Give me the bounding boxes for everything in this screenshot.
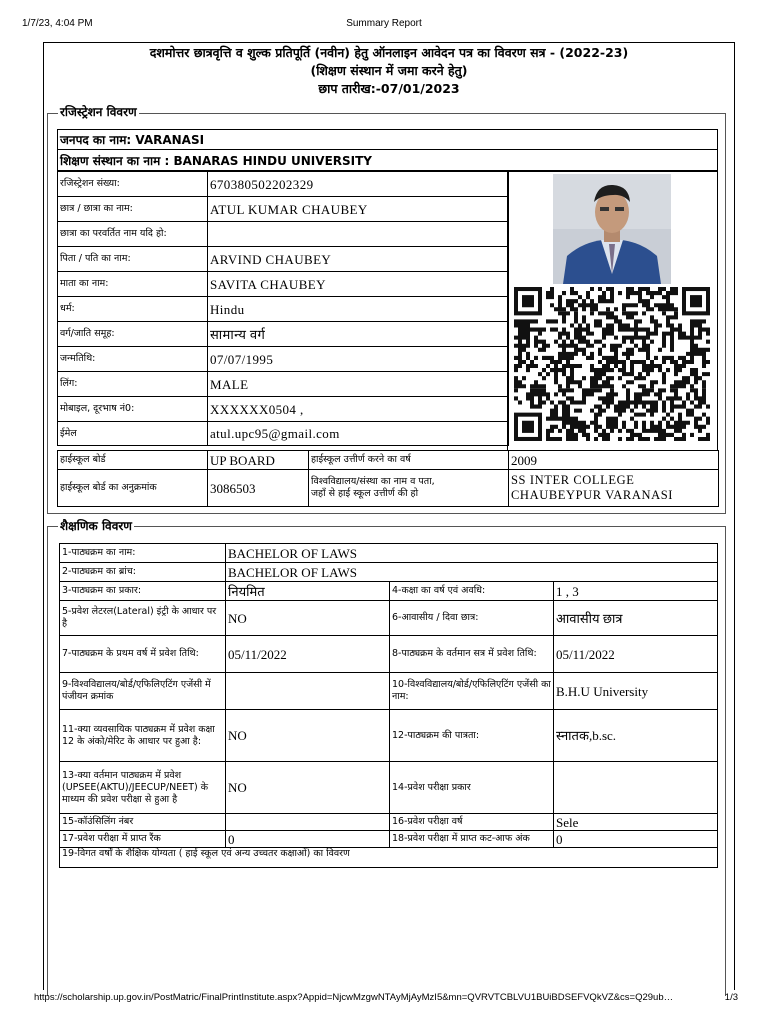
entrance-type-label: 14-प्रवेश परीक्षा प्रकार: [390, 762, 554, 814]
entrance-type-value: [554, 762, 718, 814]
hs-school-label-line-2: जहाँ से हाई स्कूल उत्तीर्ण की हो: [311, 488, 419, 499]
page-url: https://scholarship.up.gov.in/PostMatric/FinalPrintInstitute.aspx?Appid=NjcwMzgwNTAyMjAyMzI5&mn=QVRVTCBLVU1BUiBDSEFVQkVZ&cs=Q29ub…: [34, 992, 674, 1003]
rank-label: 17-प्रवेश परीक्षा में प्राप्त रैंक: [60, 831, 226, 848]
hs-school-value-line-1: SS INTER COLLEGE: [511, 473, 635, 487]
registration-row: [58, 172, 509, 197]
registration-field-value: [208, 222, 509, 247]
merit-label: 11-क्या व्यवसायिक पाठ्यक्रम में प्रवेश कक्षा 12 के अंको/मेरिट के आधार पर हुआ है:: [60, 710, 226, 762]
eligibility-label: 12-पाठ्यक्रम की पात्रता:: [390, 710, 554, 762]
title-line-1: दशमोत्तर छात्रवृत्ति व शुल्क प्रतिपूर्ति (नवीन) हेतु ऑनलाइन आवेदन पत्र का विवरण सत्र - (2022-23): [149, 45, 629, 60]
registration-field-value: XXXXXX0504 ,: [208, 397, 509, 422]
registration-field-label: छात्रा का परवर्तित नाम यदि हो:: [58, 222, 208, 247]
course-name-label: 1-पाठ्यक्रम का नाम:: [60, 544, 226, 563]
registration-field-label: वर्ग/जाति समूह:: [58, 322, 208, 347]
registration-field-label: धर्म:: [58, 297, 208, 322]
hs-board-label: हाईस्कूल बोर्ड: [58, 451, 208, 470]
entrance-year-value: Sele: [554, 814, 718, 831]
class-year-label: 4-कक्षा का वर्ष एवं अवधि:: [390, 582, 554, 601]
qr-modules: [514, 287, 710, 441]
registration-row: [58, 272, 509, 297]
resident-value: आवासीय छात्र: [554, 601, 718, 636]
registration-field-label: छात्र / छात्रा का नाम:: [58, 197, 208, 222]
title-line-2: (शिक्षण संस्थान में जमा करने हेतु): [310, 63, 468, 78]
qr-finder-pattern: [522, 295, 534, 307]
first-year-date-value: 05/11/2022: [226, 636, 390, 673]
registration-row: [58, 397, 509, 422]
branch-label: 2-पाठ्यक्रम का ब्रांच:: [60, 563, 226, 582]
entrance-year-label: 16-प्रवेश परीक्षा वर्ष: [390, 814, 554, 831]
hs-school-value-line-2: CHAUBEYPUR VARANASI: [511, 488, 674, 502]
registration-field-label: लिंग:: [58, 372, 208, 397]
report-title: [44, 44, 734, 98]
cutoff-value: 0: [554, 831, 718, 848]
past-qualification-label: 19-विगत वर्षों के शैक्षिक योग्यता ( हाई स्कूल एवं अन्य उच्चतर कक्षाओं) का विवरण: [60, 848, 718, 868]
qr-finder-pattern: [690, 295, 702, 307]
registration-field-value: ATUL KUMAR CHAUBEY: [208, 197, 509, 222]
hs-year-value: 2009: [509, 451, 719, 470]
course-type-value: नियमित: [226, 582, 390, 601]
hs-roll-label: हाईस्कूल बोर्ड का अनुक्रमांक: [58, 470, 208, 507]
lateral-entry-value: NO: [226, 601, 390, 636]
resident-label: 6-आवासीय / दिवा छात्र:: [390, 601, 554, 636]
registration-row: [58, 372, 509, 397]
registration-field-value: MALE: [208, 372, 509, 397]
registration-row: [58, 247, 509, 272]
course-name-value: BACHELOR OF LAWS: [226, 544, 718, 563]
academic-legend: शैक्षणिक विवरण: [60, 519, 132, 533]
univ-name-label: 10-विश्वविद्यालय/बोर्ड/एफिलिएटिंग एजेंसी का नाम:: [390, 673, 554, 710]
registration-field-label: मोबाइल, दूरभाष नं0:: [58, 397, 208, 422]
registration-field-value: सामान्य वर्ग: [208, 322, 509, 347]
registration-field-value: Hindu: [208, 297, 509, 322]
print-datetime: 1/7/23, 4:04 PM: [22, 18, 93, 29]
registration-field-label: रजिस्ट्रेशन संख्या:: [58, 172, 208, 197]
registration-field-label: माता का नाम:: [58, 272, 208, 297]
registration-row: [58, 197, 509, 222]
branch-value: BACHELOR OF LAWS: [226, 563, 718, 582]
qr-finder-pattern: [522, 421, 534, 433]
rank-value: 0: [226, 831, 390, 848]
registration-row: [58, 347, 509, 372]
registration-row: [58, 297, 509, 322]
registration-header-table: [57, 129, 718, 171]
print-date: छाप तारीख:-07/01/2023: [318, 81, 460, 96]
first-year-date-label: 7-पाठ्यक्रम के प्रथम वर्ष में प्रवेश तिथि:: [60, 636, 226, 673]
registration-details-table: [57, 171, 509, 446]
current-session-date-label: 8-पाठ्यक्रम के वर्तमान सत्र में प्रवेश तिथि:: [390, 636, 554, 673]
registration-field-label: जन्मतिथि:: [58, 347, 208, 372]
hs-school-value: [509, 470, 719, 507]
univ-reg-value: [226, 673, 390, 710]
registration-row: [58, 322, 509, 347]
page-number: 1/3: [724, 992, 738, 1003]
hs-school-label: [309, 470, 509, 507]
merit-value: NO: [226, 710, 390, 762]
registration-row: [58, 422, 509, 446]
hs-board-value: UP BOARD: [208, 451, 309, 470]
academic-table: [59, 543, 718, 868]
registration-field-value: 670380502202329: [208, 172, 509, 197]
registration-field-value: 07/07/1995: [208, 347, 509, 372]
hs-roll-value: 3086503: [208, 470, 309, 507]
registration-field-value: ARVIND CHAUBEY: [208, 247, 509, 272]
course-type-label: 3-पाठ्यक्रम का प्रकार:: [60, 582, 226, 601]
print-doc-title: Summary Report: [346, 18, 422, 29]
univ-name-value: B.H.U University: [554, 673, 718, 710]
student-photo: [553, 174, 671, 284]
registration-legend: रजिस्ट्रेशन विवरण: [60, 105, 137, 119]
eligibility-value: स्नातक,b.sc.: [554, 710, 718, 762]
institute-name: शिक्षण संस्थान का नाम : BANARAS HINDU UNIVERSITY: [58, 150, 718, 171]
univ-reg-label: 9-विश्वविद्यालय/बोर्ड/एफिलिएटिंग एजेंसी में पंजीयन क्रमांक: [60, 673, 226, 710]
class-year-value: 1 , 3: [554, 582, 718, 601]
current-session-date-value: 05/11/2022: [554, 636, 718, 673]
hs-year-label: हाईस्कूल उत्तीर्ण करने का वर्ष: [309, 451, 509, 470]
entrance-exam-value: NO: [226, 762, 390, 814]
highschool-table: [57, 450, 719, 507]
counselling-value: [226, 814, 390, 831]
registration-field-label: ईमेल: [58, 422, 208, 446]
registration-field-label: पिता / पति का नाम:: [58, 247, 208, 272]
registration-field-value: atul.upc95@gmail.com: [208, 422, 509, 446]
lateral-entry-label: 5-प्रवेश लेटरल(Lateral) इंट्री के आधार पर है: [60, 601, 226, 636]
counselling-label: 15-कॉउंसिलिंग नंबर: [60, 814, 226, 831]
district-name: जनपद का नाम: VARANASI: [58, 130, 718, 150]
qr-code-image: [514, 287, 710, 441]
cutoff-label: 18-प्रवेश परीक्षा में प्राप्त कट-आफ अंक: [390, 831, 554, 848]
entrance-exam-label: 13-क्या वर्तमान पाठ्यक्रम में प्रवेश (UPSEE(AKTU)/JEECUP/NEET) के माध्यम की प्रवेश परीक्षा से हुआ है: [60, 762, 226, 814]
registration-row: [58, 222, 509, 247]
registration-field-value: SAVITA CHAUBEY: [208, 272, 509, 297]
hs-school-label-line-1: विश्वविद्यालय/संस्था का नाम व पता,: [311, 476, 435, 487]
